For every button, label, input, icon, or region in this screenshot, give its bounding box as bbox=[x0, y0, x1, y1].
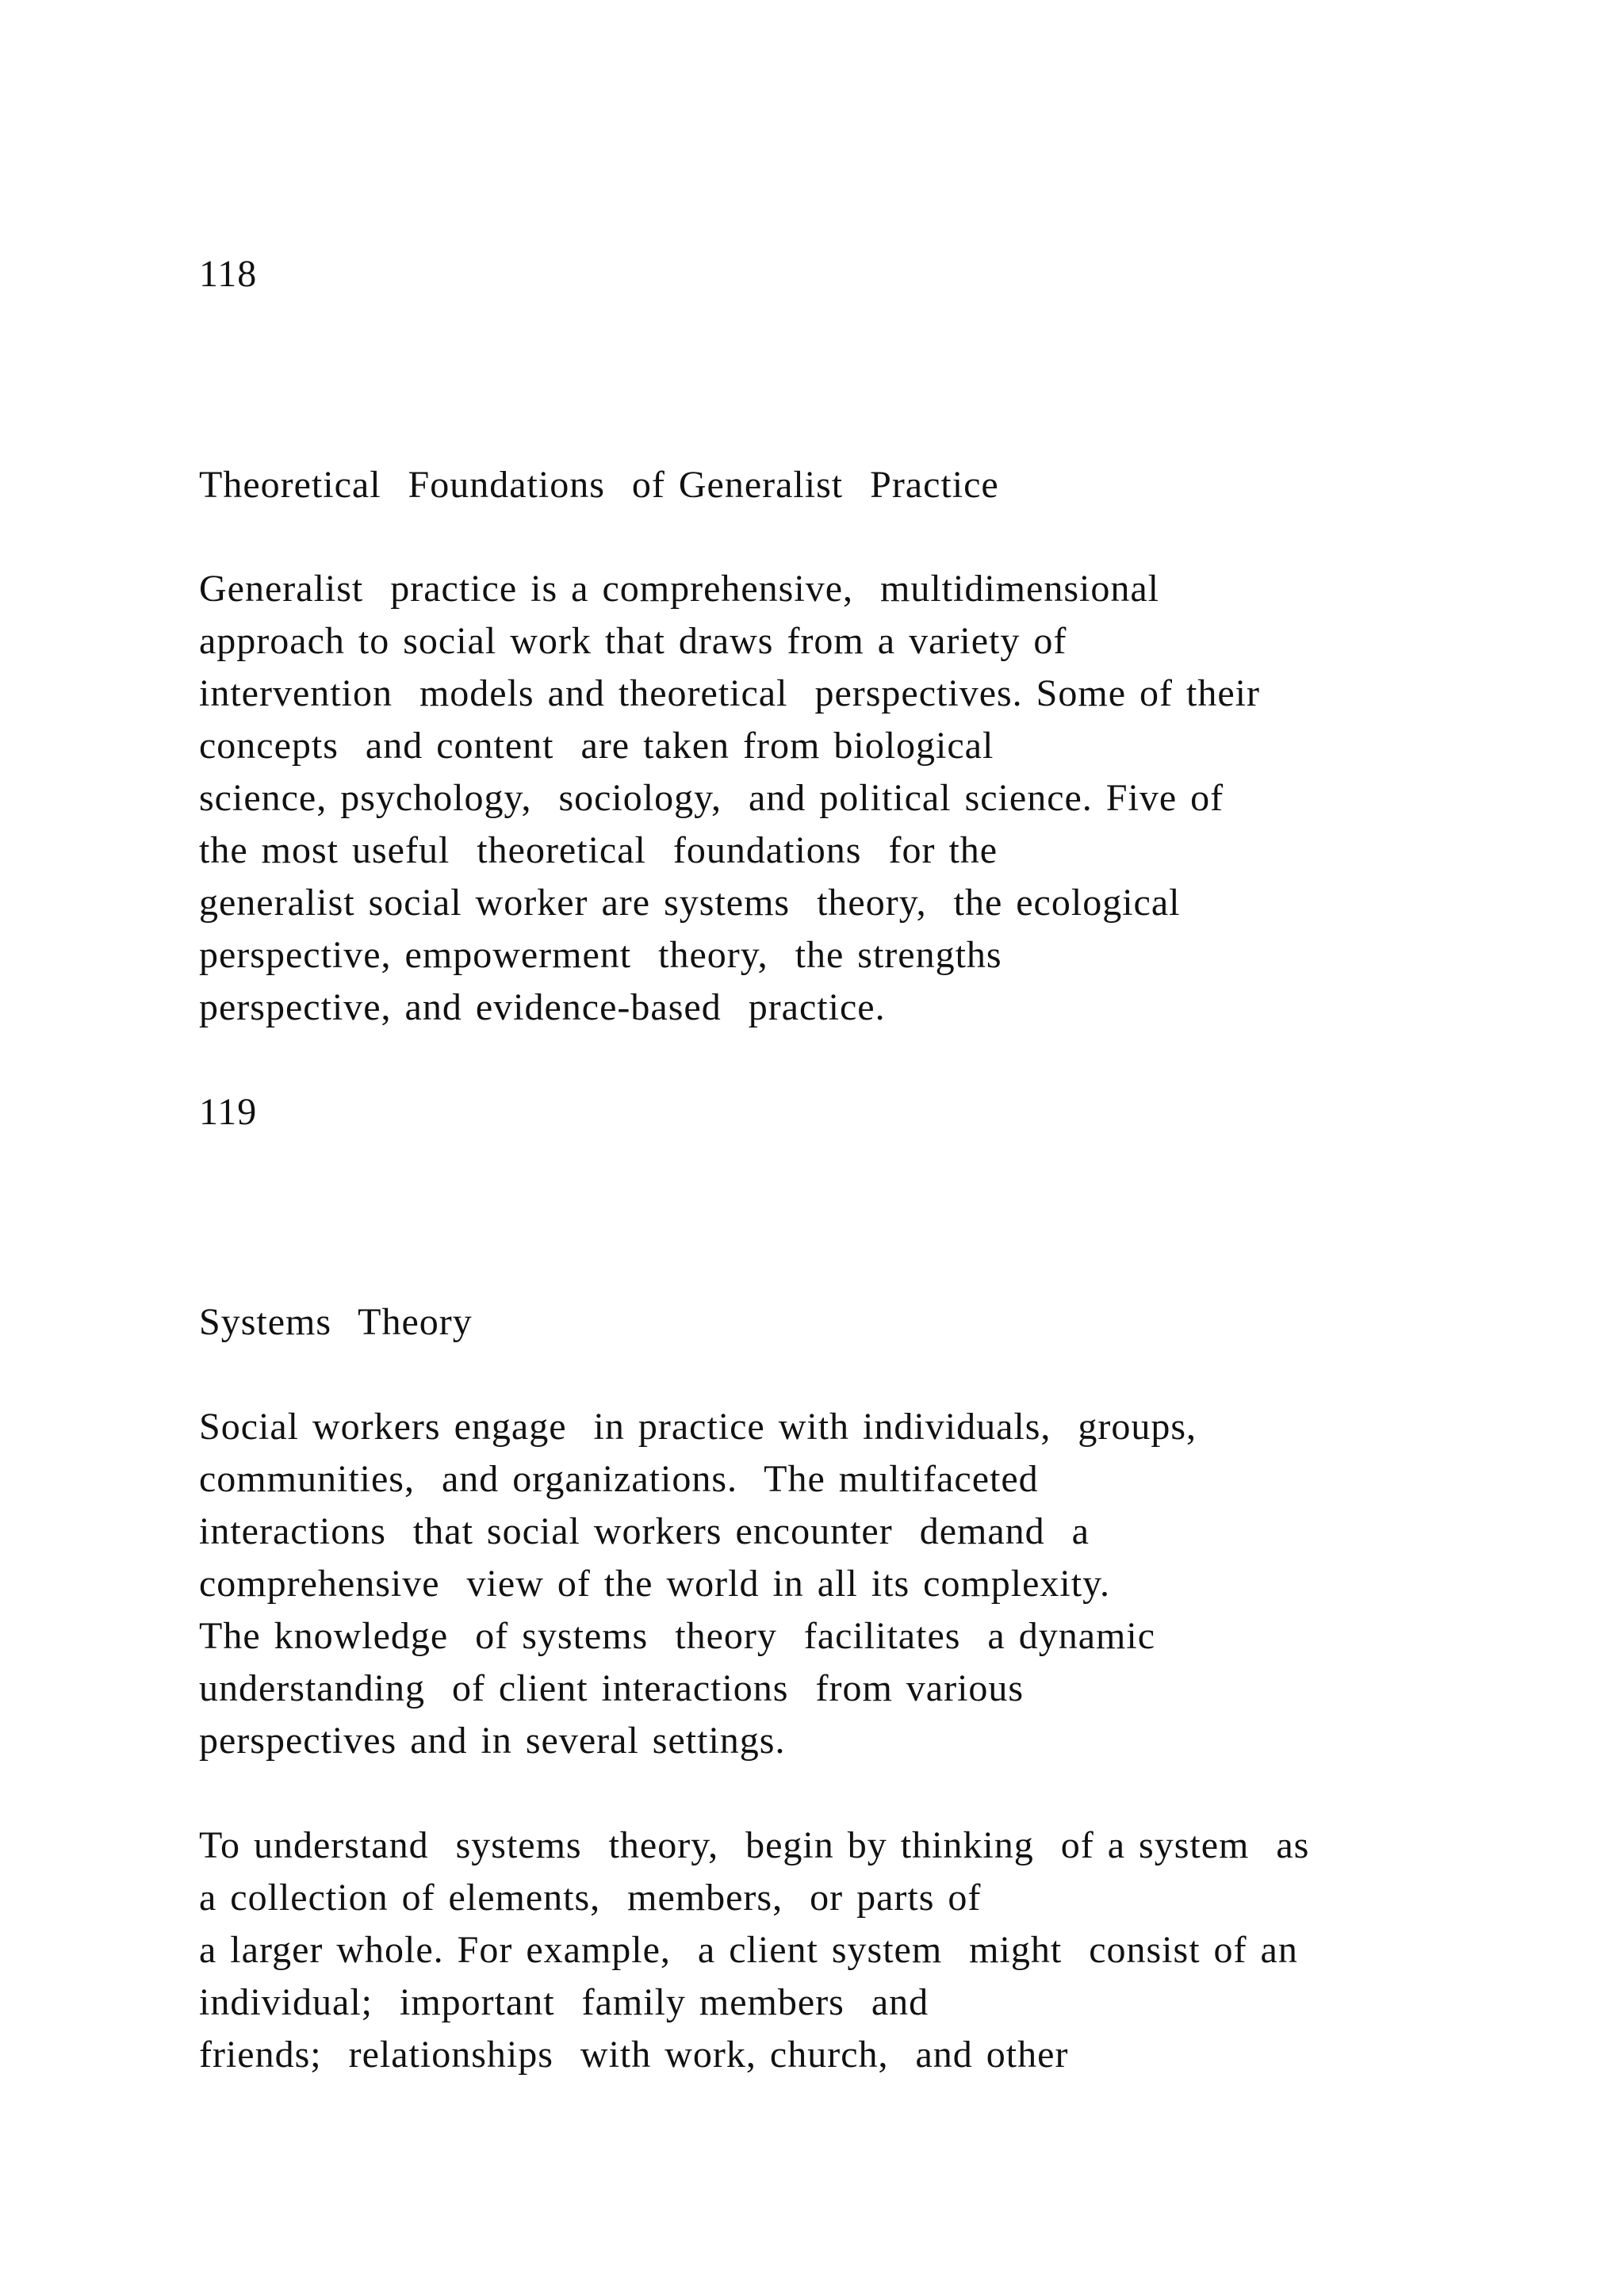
text-line: The knowledge of systems theory facilitates a dynamic bbox=[199, 1615, 1156, 1657]
text-line: communities, and organizations. The multifaceted bbox=[199, 1458, 1039, 1500]
section-heading-systems-theory: Systems Theory bbox=[199, 1301, 473, 1343]
page-number-119: 119 bbox=[199, 1091, 258, 1133]
text-line: understanding of client interactions from various bbox=[199, 1667, 1025, 1709]
text-line: generalist social worker are systems theory, the ecological bbox=[199, 882, 1181, 924]
text-line: approach to social work that draws from a variety of bbox=[199, 620, 1067, 662]
text-line: a larger whole. For example, a client system might consist of an bbox=[199, 1929, 1298, 1971]
text-line: intervention models and theoretical perspectives. Some of their bbox=[199, 672, 1260, 714]
text-line: concepts and content are taken from biological bbox=[199, 725, 994, 767]
section-heading-theoretical-foundations: Theoretical Foundations of Generalist Practice bbox=[199, 464, 999, 506]
text-line: interactions that social workers encounter demand a bbox=[199, 1510, 1090, 1552]
text-line: To understand systems theory, begin by thinking of a system as bbox=[199, 1824, 1310, 1866]
text-line: comprehensive view of the world in all its complexity. bbox=[199, 1563, 1110, 1605]
document-page bbox=[199, 0, 1547, 2296]
text-line: a collection of elements, members, or parts of bbox=[199, 1877, 982, 1919]
text-line: perspectives and in several settings. bbox=[199, 1720, 786, 1762]
text-line: perspective, empowerment theory, the strengths bbox=[199, 934, 1002, 976]
text-line: individual; important family members and bbox=[199, 1981, 929, 2023]
text-line: Social workers engage in practice with individuals, groups, bbox=[199, 1406, 1197, 1448]
text-line: perspective, and evidence-based practice. bbox=[199, 986, 886, 1028]
page-number-118: 118 bbox=[199, 253, 258, 295]
text-line: science, psychology, sociology, and political science. Five of bbox=[199, 777, 1224, 819]
text-line: friends; relationships with work, church, and other bbox=[199, 2034, 1069, 2076]
text-line: the most useful theoretical foundations for the bbox=[199, 829, 998, 871]
text-line: Generalist practice is a comprehensive, multidimensional bbox=[199, 568, 1159, 610]
